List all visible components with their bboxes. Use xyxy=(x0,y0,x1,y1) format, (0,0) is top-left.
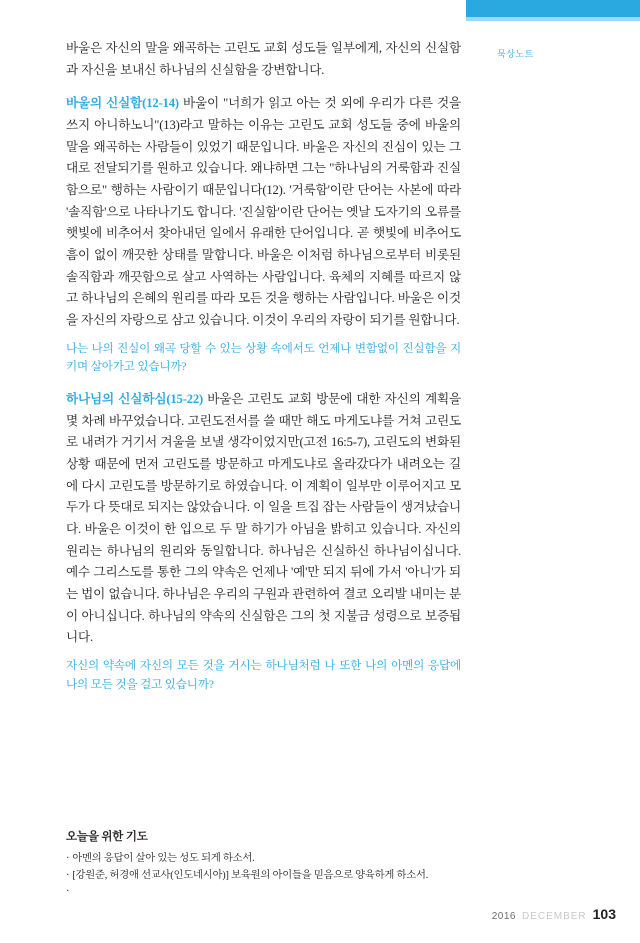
page-footer xyxy=(492,906,616,922)
section-two-text: 바울은 고린도 교회 방문에 대한 자신의 계획을 몇 차례 바꾸었습니다. 고린도전서를 쓸 때만 해도 마게도냐를 거쳐 고린도로 내려가 거기서 겨울을 보낼 생각이었지만(고전 16:5-7), 고린도의 변화된 상황 때문에 먼저 고린도를 방문하고 마게도냐로 올라갔다가 내려오는 길에 다시 고린도를 방문하기로 하였습니다. 이 계획이 일부만 이루어지고 모두가 다 뜻대로 되지는 않았습니다. 이 일을 트집 잡는 사람들이 생겨났습니다. 바울은 이것이 한 입으로 두 말 하기가 아님을 밝히고 있습니다. 자신의 원리는 하나님의 원리와 동일합니다. 하나님은 신실하신 하나님이십니다. 예수 그리스도를 통한 그의 약속은 언제나 '예'만 되지 뒤에 가서 '아니'가 되는 법이 없습니다. 하나님은 우리의 구원과 관련하여 결코 오리발 내미는 분이 아니십니다. 하나님의 약속의 신실함은 그의 첫 지불금 성령으로 보증됩니다. xyxy=(66,392,461,645)
prayer-item-text: 아멘의 응답이 살아 있는 성도 되게 하소서. xyxy=(72,853,255,864)
margin-note-label: 묵상노트 xyxy=(497,49,534,59)
footer-month: DECEMBER xyxy=(521,911,587,922)
prayer-section xyxy=(66,828,466,901)
bullet-icon: · xyxy=(66,853,70,864)
prayer-item-text: [강원준, 허경애 선교사(인도네시아)] 보육원의 아이들을 믿음으로 양육하게 하소서. xyxy=(72,869,429,881)
page-number: 103 xyxy=(592,906,616,922)
reflection-question-one: 나는 나의 진실이 왜곡 당할 수 있는 상황 속에서도 언제나 변함없이 진실함을 지키며 살아가고 있습니까? xyxy=(66,341,461,374)
article-body xyxy=(66,38,461,695)
header-accent-bar xyxy=(466,0,640,17)
reflection-question-two: 자신의 약속에 자신의 모든 것을 거시는 하나님처럼 나 또한 나의 아멘의 응답에 나의 모든 것을 걸고 있습니까? xyxy=(66,658,461,691)
section-one-heading: 바울의 신실함(12-14) xyxy=(66,96,179,111)
bullet-icon: · xyxy=(66,869,70,881)
header-accent-bar-light xyxy=(466,17,640,21)
footer-year: 2016 xyxy=(491,911,516,922)
section-two-paragraph xyxy=(66,389,461,649)
section-two-heading: 하나님의 신실하심(15-22) xyxy=(66,392,204,407)
prayer-title: 오늘을 위한 기도 xyxy=(66,831,148,843)
section-one-text: 바울이 "너희가 읽고 아는 것 외에 우리가 다른 것을 쓰지 아니하노니"(13)라고 말하는 이유는 고린도 교회 성도들 중에 바울의 말을 왜곡하는 사람들이 있었기 때문입니다. 바울은 자신의 진심이 있는 그대로 전달되기를 원하고 있습니다. 왜냐하면 그는 "하나님의 거룩함과 진실함으로" 행하는 사람이기 때문입니다(12). '거룩함'이란 단어는 사본에 따라 '솔직함'으로 나타나기도 합니다. '진실함'이란 단어는 옛날 도자기의 오류를 햇빛에 비추어서 찾아내던 일에서 유래한 단어입니다. 곧 햇빛에 비추어도 흠이 없이 깨끗한 상태를 말합니다. 바울은 이처럼 하나님으로부터 비롯된 솔직함과 깨끗함으로 살고 사역하는 사람입니다. 육체의 지혜를 따르지 않고 하나님의 은혜의 원리를 따라 모든 것을 행하는 사람입니다. 바울은 이것을 자신의 자랑으로 삼고 있습니다. 이것이 우리의 자랑이 되기를 원합니다. xyxy=(66,96,461,327)
section-one-paragraph xyxy=(66,93,461,331)
prayer-list-item xyxy=(66,851,466,868)
prayer-list-item xyxy=(66,884,466,901)
prayer-list-item xyxy=(66,868,466,885)
bullet-icon: · xyxy=(66,886,70,898)
intro-paragraph: 바울은 자신의 말을 왜곡하는 고린도 교회 성도들 일부에게, 자신의 신실함과 자신을 보내신 하나님의 신실함을 강변합니다. xyxy=(66,41,461,77)
